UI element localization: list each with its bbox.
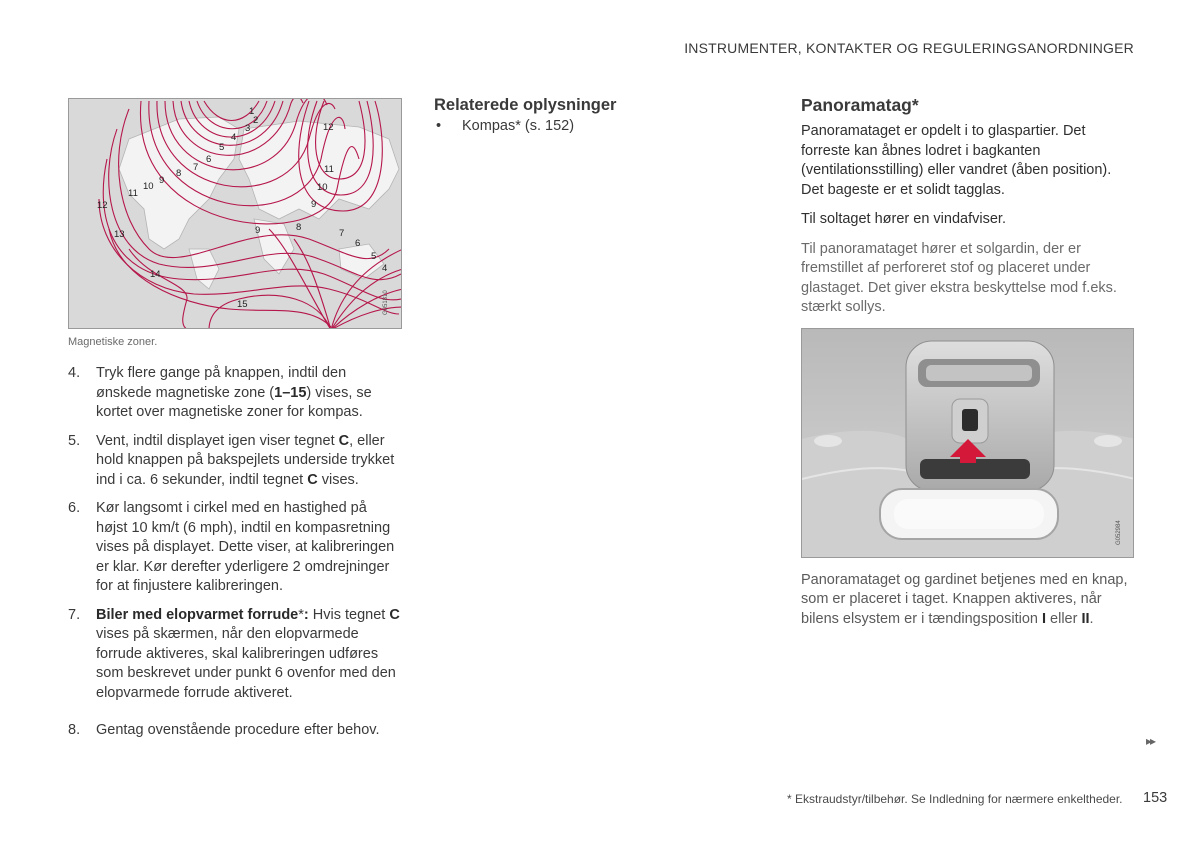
- zone-label: 10: [143, 181, 154, 192]
- related-heading: Relaterede oplysninger: [434, 96, 617, 114]
- roof-console-photo: [801, 328, 1134, 558]
- zone-label: 11: [128, 188, 138, 199]
- step-number: 7.: [68, 606, 81, 623]
- step-item: [68, 721, 400, 741]
- zone-label: 8: [176, 168, 182, 179]
- step-number: 8.: [68, 722, 81, 738]
- zone-label: 5: [219, 142, 225, 153]
- roof-console-illustration: [802, 329, 1134, 558]
- zone-label: 10: [317, 182, 328, 193]
- zone-label: 7: [339, 228, 345, 239]
- step-number: 4.: [68, 365, 81, 381]
- page-number: 153: [1143, 790, 1168, 806]
- related-link-compass[interactable]: Kompas* (s. 152): [462, 118, 575, 134]
- zone-label: 12: [323, 122, 334, 133]
- zone-label: 8: [296, 222, 302, 233]
- figure-id: G051810: [383, 290, 389, 315]
- step-item: [68, 606, 400, 704]
- magnetic-zones-map: [68, 98, 402, 329]
- column-middle: [434, 96, 764, 134]
- step-text: Gentag ovenstående procedure efter behov.: [96, 722, 380, 738]
- zone-label: 5: [371, 251, 377, 262]
- step-number: 5.: [68, 432, 81, 449]
- related-link-item[interactable]: [434, 118, 764, 134]
- procedure-steps: [68, 364, 400, 741]
- zone-label: 13: [114, 229, 125, 240]
- paragraph: Til soltaget hører en vindafviser.: [801, 211, 1006, 227]
- step-text: Vent, indtil displayet igen viser tegnet C, eller hold knappen på bakspejlets underside trykket ind i ca. 6 sekunder, indtil tegnet C vises.: [96, 432, 395, 488]
- zone-label: 9: [159, 175, 165, 186]
- paragraph-note: Til panoramataget hører et solgardin, der er fremstillet af perforeret stof og placeret under glastaget. Det giver ekstra beskyttelse mod f.eks. stærkt sollys.: [801, 240, 1117, 315]
- zone-label: 12: [97, 200, 108, 211]
- step-text: Biler med elopvarmet forrude*: Hvis tegnet C vises på skærmen, når den elopvarmede forrude aktiveres, skal kalibreringen udføres som beskrevet under punkt 6 ovenfor med den elopvarmede forrude aktiveret.: [96, 606, 400, 701]
- zone-label: 1: [249, 106, 255, 117]
- footnote: * Ekstraudstyr/tilbehør. Se Indledning for nærmere enkeltheder.: [787, 792, 1123, 806]
- zone-label: 6: [355, 238, 361, 249]
- photo-caption: Panoramataget og gardinet betjenes med en knap, som er placeret i taget. Knappen aktiveres, når bilens elsystem er i tændingsposition I eller II.: [801, 571, 1128, 627]
- magnetic-zones-svg: [69, 99, 402, 329]
- column-right: [801, 95, 1135, 629]
- zone-label: 15: [237, 299, 248, 310]
- zone-label: 3: [245, 123, 251, 134]
- zone-label: 4: [231, 132, 237, 143]
- map-caption: Magnetiske zoner.: [68, 336, 158, 348]
- step-item: [68, 432, 400, 491]
- zone-label: 4: [382, 263, 388, 274]
- column-left: [68, 98, 404, 750]
- world-landmass: [119, 117, 399, 289]
- step-text: Tryk flere gange på knappen, indtil den ønskede magnetiske zone (1–15) vises, se kortet over magnetiske zoner for kompas.: [96, 365, 372, 420]
- bullet-icon: •: [436, 118, 442, 134]
- figure-id: G052984: [1116, 519, 1122, 545]
- zone-label: 6: [206, 154, 212, 165]
- zone-label: 9: [255, 225, 261, 236]
- page-header: INSTRUMENTER, KONTAKTER OG REGULERINGSANORDNINGER: [684, 40, 1134, 56]
- zone-label: 2: [253, 115, 259, 126]
- step-item: [68, 499, 400, 597]
- zone-label: 7: [193, 162, 199, 173]
- section-heading-panorama: Panoramatag*: [801, 95, 919, 115]
- zone-label: 11: [324, 164, 334, 175]
- step-number: 6.: [68, 500, 81, 516]
- zone-label: 9: [311, 199, 317, 210]
- paragraph: Panoramataget er opdelt i to glaspartier. Det forreste kan åbnes lodret i bagkanten (ventilationsstilling) eller vandret (åben position). Det bageste er et solidt tagglas.: [801, 123, 1112, 198]
- continue-arrows-icon: ▸▸: [1146, 734, 1155, 748]
- zone-label: 14: [150, 269, 161, 280]
- step-item: [68, 364, 400, 423]
- step-text: Kør langsomt i cirkel med en hastighed på højst 10 km/t (6 mph), indtil en kompasretning vises på displayet. Dette viser, at kalibreringen er klar. Kør derefter yderligere 2 omdrejninger for at finjustere kalibreringen.: [96, 500, 395, 594]
